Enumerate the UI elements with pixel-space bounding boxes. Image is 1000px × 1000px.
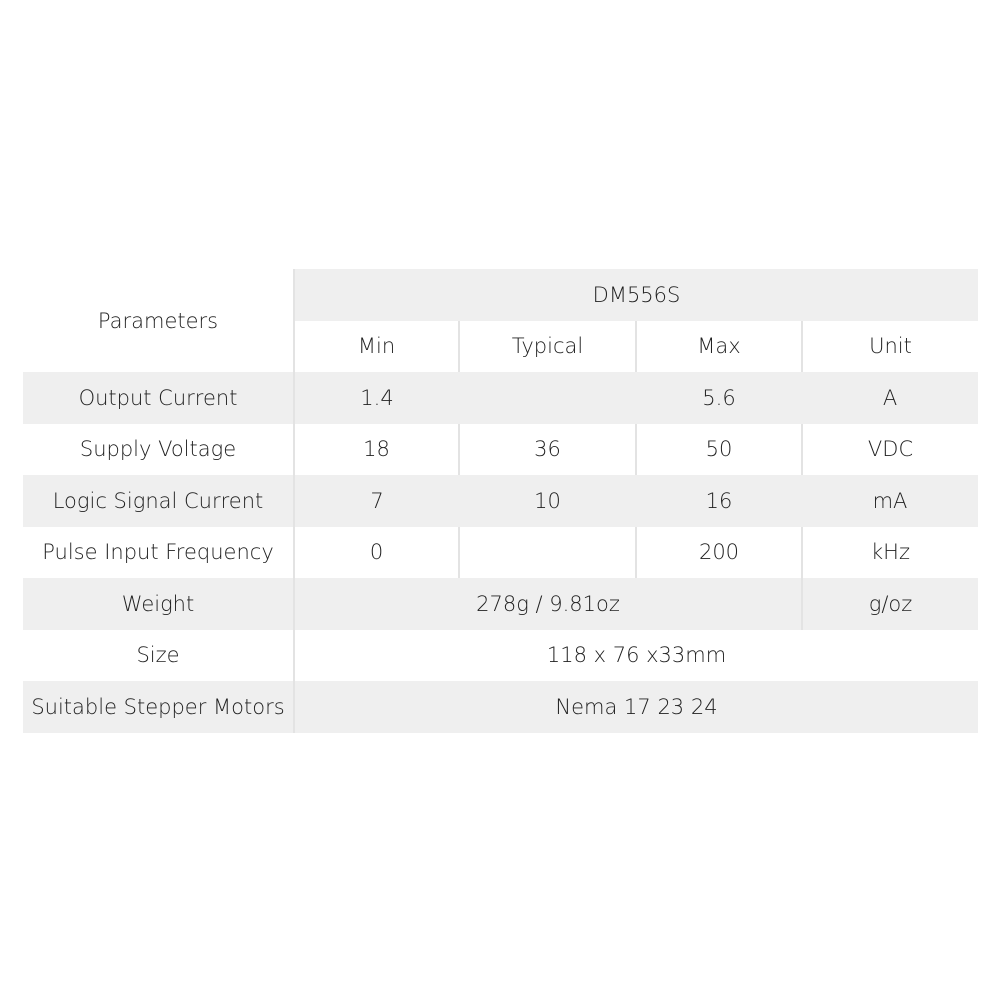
row-unit: A: [802, 372, 978, 424]
row-max: 16: [636, 475, 802, 527]
row-parameter: Pulse Input Frequency: [23, 527, 294, 579]
motors-parameter: Suitable Stepper Motors: [23, 681, 294, 733]
column-header-unit: Unit: [869, 334, 912, 359]
column-header-typical: Typical: [459, 321, 636, 373]
table-row: [23, 527, 978, 579]
table-row-motors: [23, 681, 978, 733]
row-parameter: Output Current: [23, 372, 294, 424]
table-row-size: [23, 630, 978, 682]
row-typical: 36: [459, 424, 636, 476]
row-min: 0: [294, 527, 459, 579]
row-parameter: Logic Signal Current: [23, 475, 294, 527]
row-max: 200: [636, 527, 802, 579]
row-min: 18: [294, 424, 459, 476]
row-typical: 10: [459, 475, 636, 527]
row-max: 5.6: [636, 372, 802, 424]
weight-unit: g/oz: [802, 578, 978, 630]
row-unit: kHz: [871, 540, 910, 565]
spec-table: [23, 269, 978, 733]
motors-value: Nema 17 23 24: [294, 681, 978, 733]
weight-value: 278g / 9.81oz: [294, 578, 802, 630]
table-row: [23, 372, 978, 424]
size-value: 118 x 76 x33mm: [546, 643, 727, 668]
parameters-header: Parameters: [23, 269, 294, 372]
row-unit: mA: [802, 475, 978, 527]
row-min: 7: [294, 475, 459, 527]
row-typical: [459, 372, 636, 424]
row-unit: VDC: [867, 437, 914, 462]
row-parameter: Supply Voltage: [23, 424, 294, 476]
model-title: DM556S: [294, 269, 978, 321]
size-parameter: Size: [23, 630, 294, 682]
weight-parameter: Weight: [23, 578, 294, 630]
table-row: [23, 475, 978, 527]
row-max: 50: [636, 424, 802, 476]
row-min: 1.4: [294, 372, 459, 424]
column-header-min: Min: [294, 321, 459, 373]
table-row: [23, 424, 978, 476]
header-row-model: [23, 269, 978, 321]
row-typical: [459, 527, 636, 579]
column-header-max: Max: [636, 321, 802, 373]
table-row-weight: [23, 578, 978, 630]
